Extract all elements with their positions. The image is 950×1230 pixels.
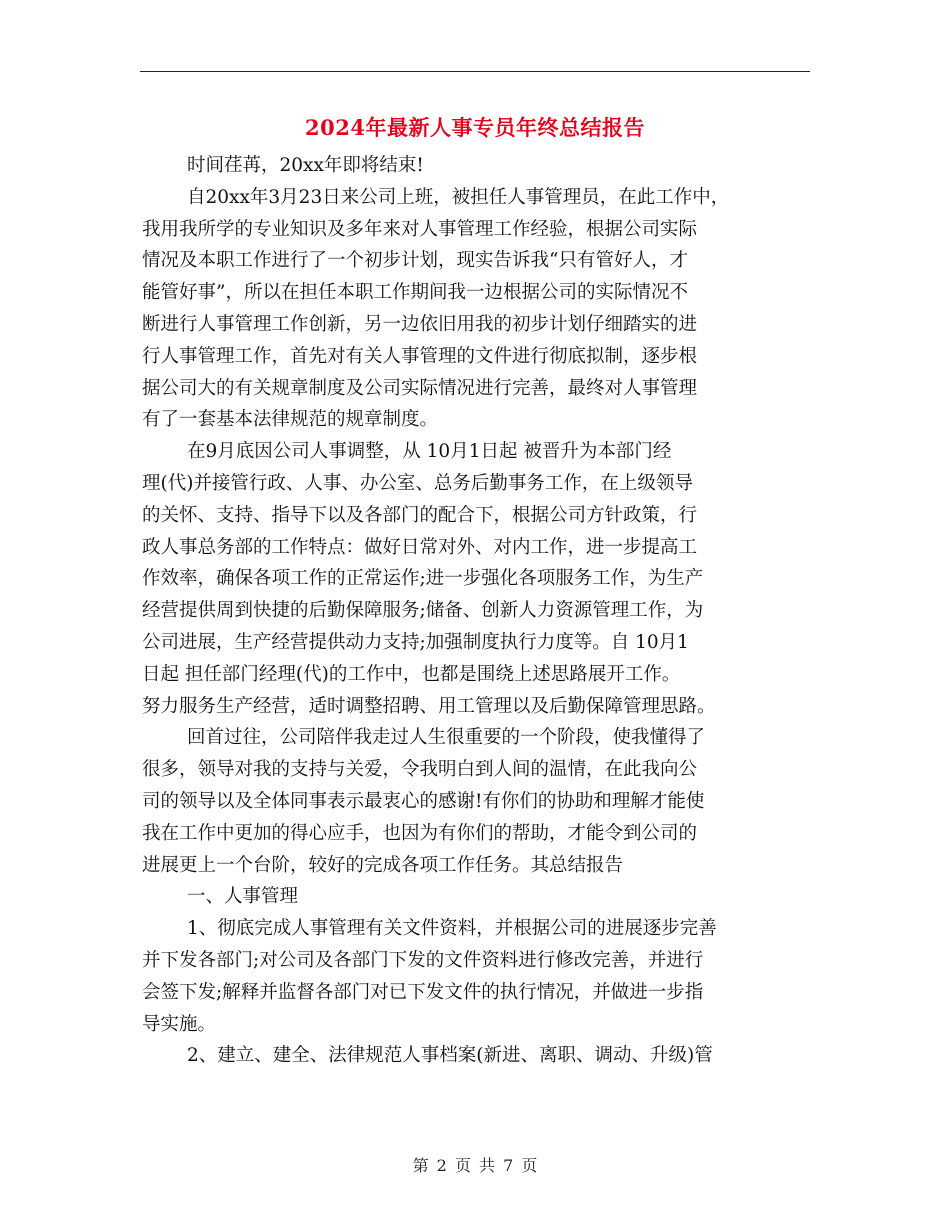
body-line: 回首过往，公司陪伴我走过人生很重要的一个阶段，使我懂得了 [187,727,706,749]
body-line: 我在工作中更加的得心应手，也因为有你们的帮助，才能令到公司的 [142,822,698,844]
body-line: 自20xx年3月23日来公司上班，被担任人事管理员，在此工作中， [187,186,730,208]
body-line: 努力服务生产经营，适时调整招聘、用工管理以及后勤保障管理思路。 [142,695,716,717]
body-line: 2、建立、建全、法律规范人事档案(新进、离职、调动、升级)管 [187,1045,713,1067]
page-number: 第 2 页 共 7 页 [412,1156,538,1175]
body-line: 1、彻底完成人事管理有关文件资料，并根据公司的进展逐步完善 [187,918,717,940]
document-body [142,150,810,1072]
body-line: 政人事总务部的工作特点：做好日常对外、对内工作，进一步提高工 [142,536,698,558]
body-line: 行人事管理工作，首先对有关人事管理的文件进行彻底拟制，逐步根 [142,345,698,367]
body-line: 日起 担任部门经理(代)的工作中，也都是围绕上述思路展开工作。 [142,663,681,685]
body-line: 理(代)并接管行政、人事、办公室、总务后勤事务工作，在上级领导 [142,472,693,494]
body-line: 会签下发;解释并监督各部门对已下发文件的执行情况，并做进一步指 [142,981,704,1003]
body-line: 断进行人事管理工作创新，另一边依旧用我的初步计划仔细踏实的进 [142,313,698,335]
body-line: 的关怀、支持、指导下以及各部门的配合下，根据公司方针政策，行 [142,504,698,526]
body-line: 很多，领导对我的支持与关爱，令我明白到人间的温情，在此我向公 [142,759,698,781]
body-line: 在9月底因公司人事调整，从 10月1日起 被晋升为本部门经 [187,441,672,463]
body-line: 经营提供周到快捷的后勤保障服务;储备、创新人力资源管理工作，为 [142,600,704,622]
body-line: 公司进展，生产经营提供动力支持;加强制度执行力度等。自 10月1 [142,631,689,653]
body-line: 并下发各部门;对公司及各部门下发的文件资料进行修改完善，并进行 [142,949,704,971]
body-line: 作效率，确保各项工作的正常运作;进一步强化各项服务工作，为生产 [142,568,704,590]
body-line: 我用我所学的专业知识及多年来对人事管理工作经验，根据公司实际 [142,218,698,240]
body-line: 进展更上一个台阶，较好的完成各项工作任务。其总结报告 [142,854,624,876]
header-rule [140,71,810,72]
body-line: 时间荏苒，20xx年即将结束! [187,155,424,176]
document-title: 2024年最新人事专员年终总结报告 [305,115,645,140]
body-line: 据公司大的有关规章制度及公司实际情况进行完善，最终对人事管理 [142,377,698,399]
body-line: 有了一套基本法律规范的规章制度。 [142,409,439,431]
body-line: 司的领导以及全体同事表示最衷心的感谢!有你们的协助和理解才能使 [142,790,705,812]
body-line: 情况及本职工作进行了一个初步计划，现实告诉我“只有管好人，才 [142,250,688,272]
body-line: 一、人事管理 [187,886,299,908]
body-line: 能管好事”，所以在担任本职工作期间我一边根据公司的实际情况不 [142,282,688,304]
body-line: 导实施。 [142,1013,217,1035]
